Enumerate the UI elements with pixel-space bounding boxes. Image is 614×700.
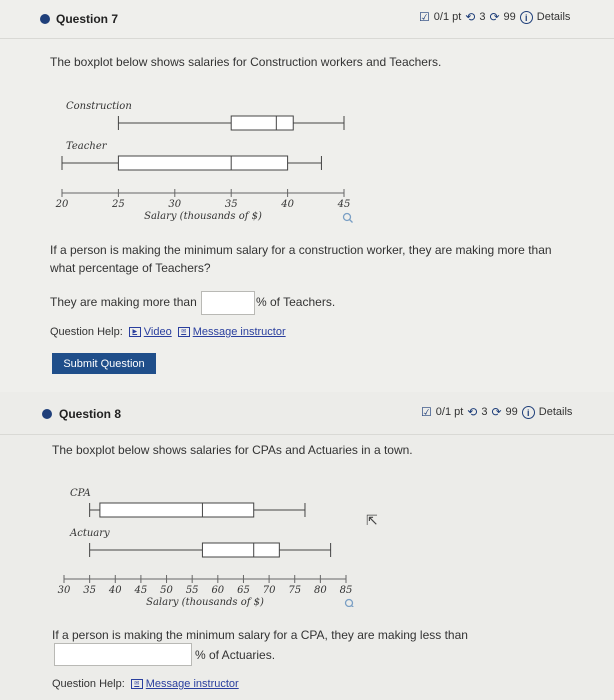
x-tick-label: 85 <box>339 585 353 596</box>
question-8-max-attempts: 99 <box>505 406 518 418</box>
question-8-status-dot <box>42 409 52 419</box>
cpa-actuary-boxplot <box>50 482 370 607</box>
question-8-title: Question 8 <box>59 407 122 421</box>
question-7-text-line-2: what percentage of Teachers? <box>50 261 211 275</box>
question-7-prompt: The boxplot below shows salaries for Construction workers and Teachers. <box>50 55 442 69</box>
question-7-title: Question 7 <box>56 12 119 26</box>
x-tick-label: 25 <box>112 199 125 210</box>
checkbox-icon: ☑ <box>419 10 430 24</box>
mail-icon: ✉ <box>178 327 190 337</box>
question-8-prompt: The boxplot below shows salaries for CPAs and Actuaries in a town. <box>52 443 413 457</box>
x-tick-label: 45 <box>337 199 351 210</box>
question-8-text: If a person is making the minimum salary for a CPA, they are making less than <box>52 628 468 642</box>
x-tick-label: 65 <box>237 585 250 596</box>
x-tick-label: 75 <box>288 585 302 596</box>
question-7-answer-suffix: % of Teachers. <box>256 295 336 309</box>
message-instructor-label: Message instructor <box>192 326 286 338</box>
x-tick-label: 20 <box>55 199 69 210</box>
x-tick-label: 50 <box>160 585 173 596</box>
retry-icon: ⟲ <box>467 405 478 419</box>
construction-teacher-boxplot <box>50 95 370 230</box>
question-7-answer-input[interactable] <box>201 291 255 315</box>
submit-question-button[interactable]: Submit Question <box>52 353 156 374</box>
question-7-help-label: Question Help: <box>50 326 123 338</box>
checkbox-icon: ☑ <box>421 405 432 419</box>
question-8-answer-input[interactable] <box>54 643 192 666</box>
cpa-label: CPA <box>70 488 91 499</box>
zoom-icon-handle <box>352 606 355 608</box>
x-tick-label: 35 <box>83 585 97 596</box>
question-7-text <box>50 241 552 277</box>
x-tick-label: 80 <box>313 585 327 596</box>
x-tick-label: 45 <box>134 585 148 596</box>
question-7-points: 0/1 pt <box>433 11 462 23</box>
teacher-box <box>118 156 287 170</box>
x-axis-label: Salary (thousands of $) <box>146 597 264 607</box>
construction-box <box>231 116 293 130</box>
construction-label: Construction <box>66 101 132 112</box>
message-instructor-link[interactable] <box>131 678 239 690</box>
zoom-icon <box>346 600 353 607</box>
question-8-help <box>52 678 239 690</box>
zoom-icon <box>344 214 351 221</box>
question-7-header <box>0 0 614 39</box>
x-tick-label: 30 <box>168 199 182 210</box>
message-instructor-label: Message instructor <box>145 678 239 690</box>
question-7-meta <box>419 10 570 24</box>
question-8-points: 0/1 pt <box>435 406 464 418</box>
x-tick-label: 40 <box>108 585 122 596</box>
question-7-attempts: 3 <box>479 11 486 23</box>
x-tick-label: 55 <box>185 585 199 596</box>
question-8-meta <box>421 405 572 419</box>
video-link-label: Video <box>143 326 172 338</box>
mail-icon: ✉ <box>131 679 143 689</box>
video-icon: ▶ <box>129 327 141 337</box>
question-8-card <box>0 392 614 700</box>
question-8-answer-suffix: % of Actuaries. <box>195 648 276 662</box>
x-tick-label: 40 <box>281 199 294 210</box>
question-8-attempts: 3 <box>481 406 488 418</box>
x-tick-label: 60 <box>211 585 225 596</box>
question-7-text-line-1: If a person is making the minimum salary for a construction worker, they are making more than <box>50 243 552 257</box>
question-7-answer-prefix: They are making more than <box>50 295 197 309</box>
x-tick-label: 35 <box>224 199 238 210</box>
zoom-icon-handle <box>350 220 353 223</box>
refresh-icon: ⟳ <box>489 10 500 24</box>
video-link[interactable] <box>129 326 172 338</box>
question-7-details-link[interactable]: Details <box>536 11 571 23</box>
question-8-help-label: Question Help: <box>52 678 125 690</box>
actuary-box <box>202 543 279 557</box>
question-7-max-attempts: 99 <box>503 11 516 23</box>
mouse-cursor-icon: ⇱ <box>366 512 378 528</box>
question-7-status-dot <box>40 14 50 24</box>
x-tick-label: 70 <box>262 585 276 596</box>
question-7-help <box>50 326 286 338</box>
info-icon[interactable]: i <box>522 406 535 419</box>
cpa-box <box>100 503 254 517</box>
x-axis-label: Salary (thousands of $) <box>144 211 262 222</box>
question-8-header <box>0 396 614 435</box>
teacher-label: Teacher <box>66 141 107 152</box>
retry-icon: ⟲ <box>465 10 476 24</box>
info-icon[interactable]: i <box>520 11 533 24</box>
refresh-icon: ⟳ <box>491 405 502 419</box>
x-tick-label: 30 <box>57 585 71 596</box>
message-instructor-link[interactable] <box>178 326 286 338</box>
question-8-details-link[interactable]: Details <box>538 406 573 418</box>
actuary-label: Actuary <box>70 528 110 539</box>
